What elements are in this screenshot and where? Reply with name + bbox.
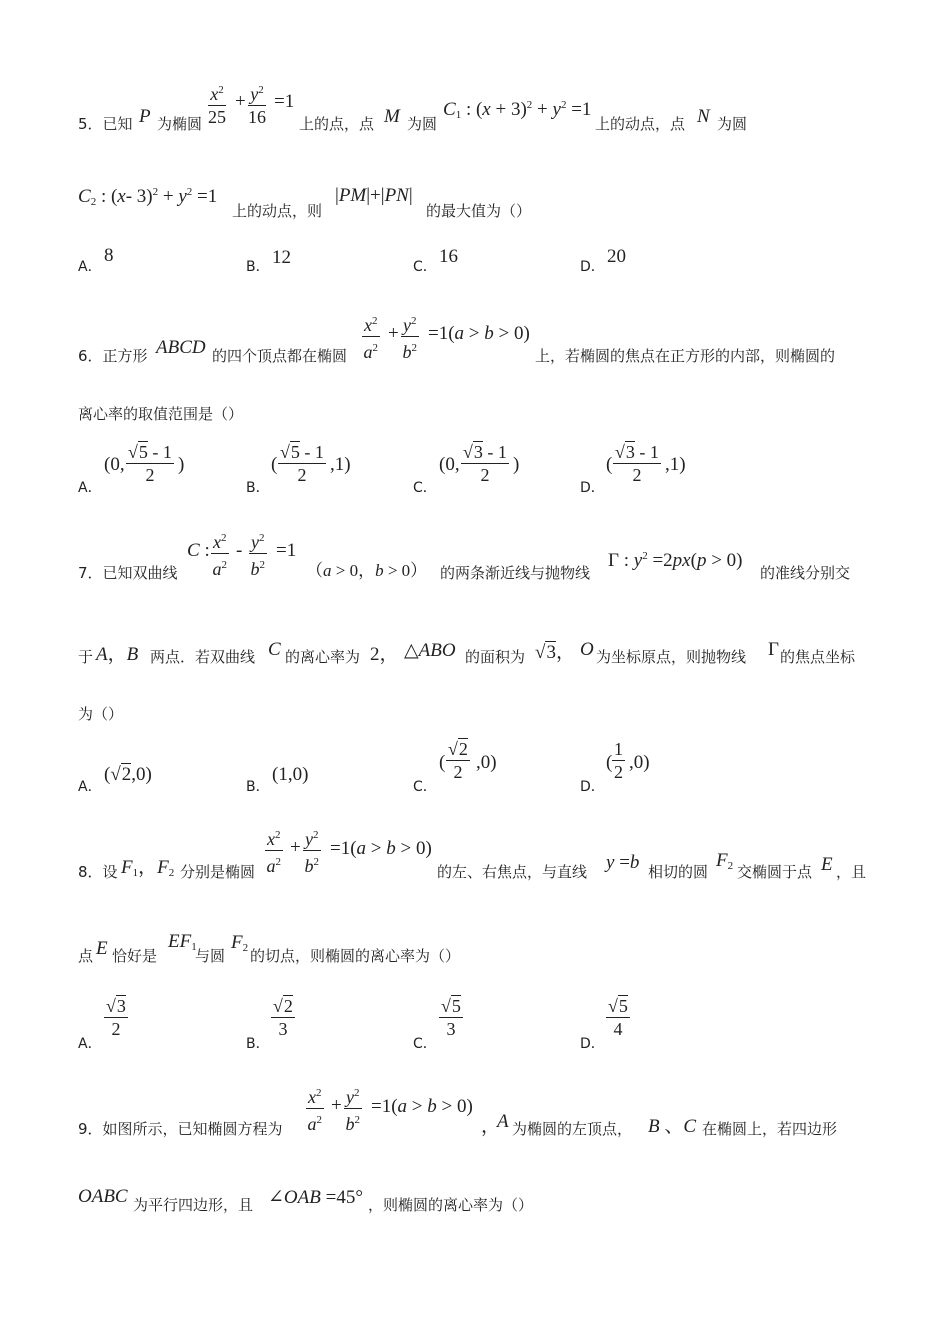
q5-number: 5．已知 <box>78 115 133 133</box>
fraction-y2-16: $y^2$ 16 <box>248 84 266 127</box>
circle-C1-equation: $C_1$ : $(x + 3)^2 + y^2 =1$ <box>443 99 592 121</box>
fraction-x2-25: $x^2$ 25 <box>208 84 226 127</box>
circle-C2-equation: $C_2$ : (x- $3)^2 + y^2 =1$ <box>78 186 218 208</box>
math-P: P <box>139 106 151 127</box>
sum-PM-PN: |PM|+|PN| <box>335 185 413 206</box>
